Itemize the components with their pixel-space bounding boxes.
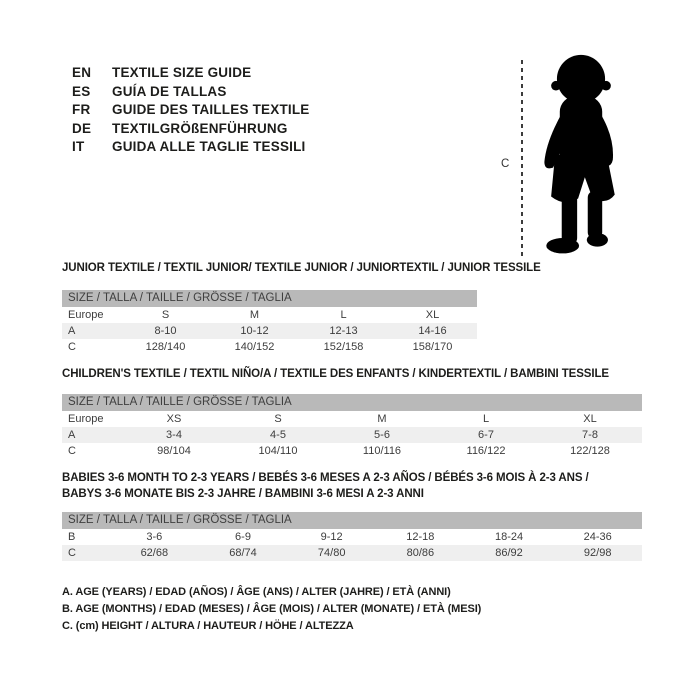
size-header-band: SIZE / TALLA / TAILLE / GRÖSSE / TAGLIA (62, 394, 642, 411)
table-row (62, 323, 477, 339)
row-label: A (68, 325, 76, 337)
cell: L (340, 309, 347, 321)
row-label: C (68, 445, 76, 457)
language-title: GUIDE DES TAILLES TEXTILE (112, 102, 310, 118)
language-code: ES (72, 83, 91, 99)
language-row-de (72, 120, 310, 139)
babies-table-title (62, 470, 622, 502)
cell: 6-7 (478, 429, 494, 441)
cell: 10-12 (240, 325, 269, 337)
cell: 86/92 (495, 547, 523, 559)
row-label: A (68, 429, 76, 441)
cell: 14-16 (418, 325, 447, 337)
language-row-en (72, 64, 310, 83)
row-label: C (68, 547, 76, 559)
babies-table (62, 512, 642, 561)
table-row (62, 411, 642, 427)
cell: XS (166, 413, 182, 425)
cell: 18-24 (494, 531, 524, 543)
size-header-band: SIZE / TALLA / TAILLE / GRÖSSE / TAGLIA (62, 512, 642, 529)
cell: 152/158 (323, 341, 364, 353)
legend-note-c: C. (cm) HEIGHT / ALTURA / HAUTEUR / HÖHE / ALTEZZA (62, 620, 354, 633)
language-title: TEXTILGRÖßENFÜHRUNG (112, 120, 288, 136)
children-table-title: CHILDREN'S TEXTILE / TEXTIL NIÑO/A / TEXTILE DES ENFANTS / KINDERTEXTIL / BAMBINI TESSILE (62, 368, 609, 380)
cell: 8-10 (154, 325, 177, 337)
cell: 9-12 (320, 531, 343, 543)
height-measure-label: C (501, 158, 510, 170)
junior-table (62, 290, 477, 355)
cell: 158/170 (412, 341, 453, 353)
cell: 12-18 (406, 531, 435, 543)
language-title: TEXTILE SIZE GUIDE (112, 65, 252, 80)
row-label: B (68, 531, 76, 543)
cell: S (161, 309, 170, 321)
language-title: GUIDA ALLE TAGLIE TESSILI (112, 139, 306, 155)
cell: XL (583, 413, 597, 425)
cell: 68/74 (229, 547, 257, 559)
cell: 104/110 (258, 445, 298, 457)
cell: 110/116 (362, 445, 402, 457)
language-row-fr (72, 101, 310, 120)
language-code: IT (72, 139, 85, 155)
baby-silhouette (531, 52, 631, 264)
cell: 74/80 (317, 547, 346, 559)
language-row-es (72, 83, 310, 102)
cell: 140/152 (234, 341, 275, 353)
language-title: GUÍA DE TALLAS (112, 83, 227, 99)
language-list (72, 64, 310, 157)
cell: XL (425, 309, 440, 321)
cell: 24-36 (583, 531, 612, 543)
cell: M (249, 309, 260, 321)
junior-table-title: JUNIOR TEXTILE / TEXTIL JUNIOR/ TEXTILE JUNIOR / JUNIORTEXTIL / JUNIOR TESSILE (62, 262, 541, 274)
language-code: FR (72, 102, 91, 118)
cell: 80/86 (406, 547, 435, 559)
cell: L (482, 413, 490, 425)
cell: 4-5 (270, 429, 286, 441)
table-row (62, 339, 477, 355)
row-label: Europe (68, 309, 104, 321)
cell: 92/98 (583, 547, 612, 559)
legend-notes (62, 584, 481, 636)
legend-note-b: B. AGE (MONTHS) / EDAD (MESES) / ÂGE (MOIS) / ALTER (MONATE) / ETÀ (MESI) (62, 603, 482, 616)
language-row-it (72, 138, 310, 157)
babies-title-line2: BABYS 3-6 MONATE BIS 2-3 JAHRE / BAMBINI 3-6 MESI A 2-3 ANNI (62, 488, 424, 500)
cell: 5-6 (374, 429, 390, 441)
cell: 12-13 (329, 325, 358, 337)
cell: 122/128 (570, 445, 610, 457)
language-code: EN (72, 65, 92, 80)
language-code: DE (72, 120, 92, 136)
row-label: Europe (68, 413, 104, 425)
cell: 3-6 (146, 531, 163, 543)
table-row (62, 529, 642, 545)
table-row (62, 545, 642, 561)
cell: S (274, 413, 282, 425)
cell: 98/104 (157, 445, 191, 457)
table-row (62, 443, 642, 459)
table-row (62, 427, 642, 443)
cell: 116/122 (466, 445, 506, 457)
size-header-band: SIZE / TALLA / TAILLE / GRÖSSE / TAGLIA (62, 290, 477, 307)
cell: 3-4 (166, 429, 182, 441)
cell: M (377, 413, 387, 425)
cell: 62/68 (140, 547, 169, 559)
height-measure-dashed-line (521, 60, 523, 258)
legend-note-a: A. AGE (YEARS) / EDAD (AÑOS) / ÂGE (ANS) / ALTER (JAHRE) / ETÀ (ANNI) (62, 586, 451, 598)
babies-title-line1: BABIES 3-6 MONTH TO 2-3 YEARS / BEBÉS 3-6 MESES A 2-3 AÑOS / BÉBÉS 3-6 MOIS À 2-3 ANS / (62, 472, 589, 484)
children-table (62, 394, 642, 459)
row-label: C (68, 341, 76, 353)
cell: 6-9 (235, 531, 251, 543)
table-row (62, 307, 477, 323)
cell: 7-8 (582, 429, 598, 441)
cell: 128/140 (145, 341, 186, 353)
